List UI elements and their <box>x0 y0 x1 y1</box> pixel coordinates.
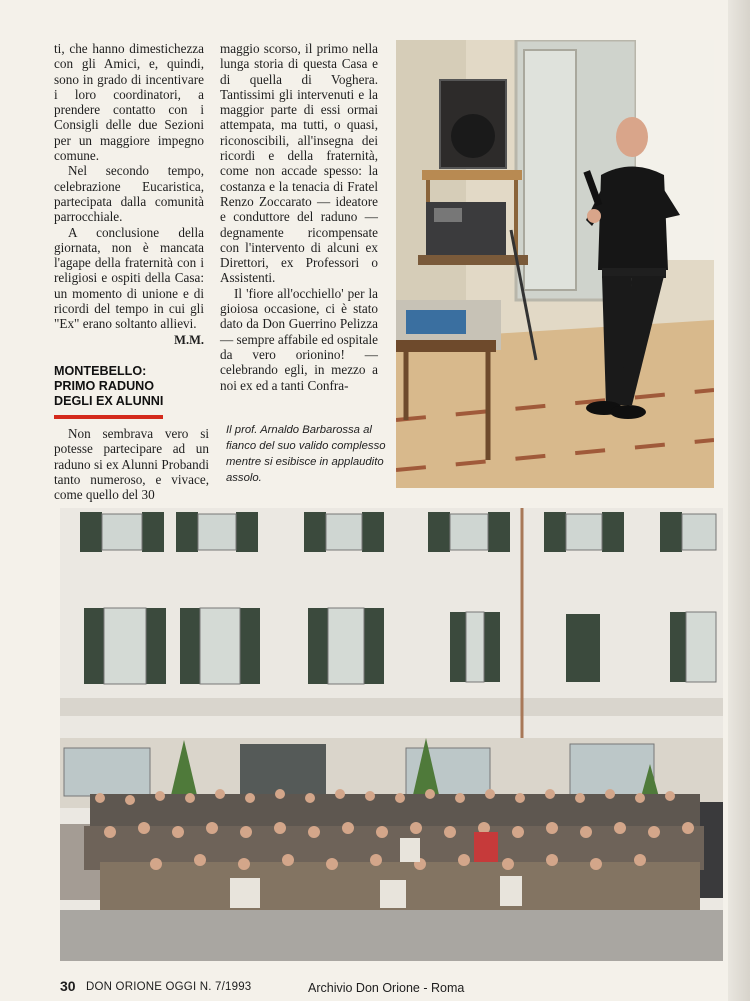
col1-paragraph-1: ti, che hanno dimestichezza con gli Amici, e, quindi, sono in grado di incentivare i loro coordinatori, a prendere contatto con i Consigli delle due Sezioni per un maggiore impegno comune. <box>54 41 204 164</box>
headline-underline <box>54 415 163 419</box>
page-edge <box>728 0 750 1001</box>
col1-paragraph-4: Non sembrava vero si potesse partecipare ad un raduno si ex Alunni Probandi tanto numeroso, e vivace, come quello del 30 <box>54 426 209 503</box>
publication-name: DON ORIONE OGGI N. 7/1993 <box>86 981 252 993</box>
column-one <box>54 41 204 348</box>
photo-performer <box>396 40 714 488</box>
col2-paragraph-1: maggio scorso, il primo nella lunga storia di questa Casa e di quella di Voghera. Tantissimi gli intervenuti e la maggior parte di essi ormai attempata, ma tutti, o quasi, riconoscibili, all'insegna dei ricordi e della fraternità, come non accade spesso: la costanza e la tenacia di Fratel Renzo Zoccarato — ideatore e conduttore del raduno — degnamente ricompensate con l'intervento di alcuni ex Direttori, ex Professori o Assistenti. <box>220 41 378 286</box>
col1-paragraph-2: Nel secondo tempo, celebrazione Eucaristica, partecipata dalla comunità parrocchiale. <box>54 163 204 225</box>
page-number: 30 <box>60 978 76 994</box>
headline-line-1: MONTEBELLO: <box>54 364 147 378</box>
col2-paragraph-2: Il 'fiore all'occhiello' per la gioiosa occasione, ci è stato dato da Don Guerrino Pelizza — sempre affabile ed ospitale da vero orionino! — celebrando egli, in mezzo a noi ex ed a tanti Confra- <box>220 285 378 393</box>
archive-credit: Archivio Don Orione - Roma <box>308 981 465 995</box>
photo-group <box>60 508 723 961</box>
headline-line-3: DEGLI EX ALUNNI <box>54 394 164 408</box>
photo-caption: Il prof. Arnaldo Barbarossa al fianco del suo valido complesso mentre si esibisce in applaudito assolo. <box>226 424 386 484</box>
headline-line-2: PRIMO RADUNO <box>54 379 155 393</box>
col1-paragraph-3: A conclusione della giornata, non è mancata l'agape della fraternità con i religiosi e ospiti della Casa: un momento di unione e di ricordi del tempo in cui gli "Ex" erano soltanto allievi. <box>54 224 204 332</box>
article-headline <box>54 364 166 409</box>
column-two <box>220 41 378 393</box>
column-one-article <box>54 426 209 502</box>
author-signature: M.M. <box>174 332 204 347</box>
